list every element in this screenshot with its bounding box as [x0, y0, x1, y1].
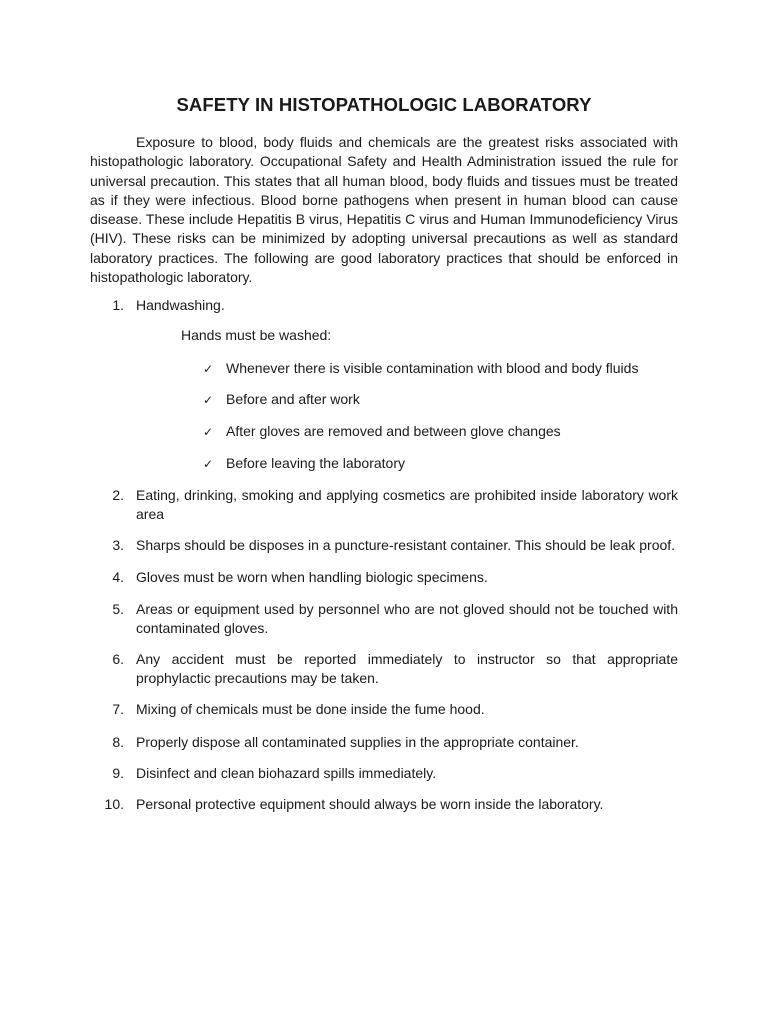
- checklist-item-text: Whenever there is visible contamination with blood and body fluids: [226, 360, 639, 376]
- list-item-text: Properly dispose all contaminated supplies in the appropriate container.: [136, 734, 579, 750]
- list-item-text: Any accident must be reported immediately to instructor so that appropriate prophylactic precautions may be taken.: [136, 651, 678, 687]
- checklist-item: [203, 390, 360, 410]
- list-item: [90, 764, 678, 783]
- document-title: SAFETY IN HISTOPATHOLOGIC LABORATORY: [176, 94, 592, 115]
- list-item: [90, 733, 678, 752]
- list-item: [90, 700, 678, 719]
- list-item-number: 4.: [112, 569, 124, 585]
- checkmark-icon: ✓: [203, 457, 214, 471]
- checklist-item-text: Before and after work: [226, 391, 360, 407]
- list-item-text: Personal protective equipment should always be worn inside the laboratory.: [136, 796, 604, 812]
- checklist-item: [203, 454, 405, 474]
- checkmark-icon: ✓: [203, 393, 214, 407]
- list-item: [90, 296, 678, 315]
- list-item: [90, 650, 678, 689]
- list-item-text: Handwashing.: [136, 297, 225, 313]
- intro-paragraph: Exposure to blood, body fluids and chemicals are the greatest risks associated with histopathologic laboratory. Occupational Safety and Health Administration issued the rule for universal precaution. This states that all human blood, body fluids and tissues must be treated as if they were infectious. Blood borne pathogens when present in human blood can cause disease. These include Hepatitis B virus, Hepatitis C virus and Human Immunodeficiency Virus (HIV). These risks can be minimized by adopting universal precautions as well as standard laboratory practices. The following are good laboratory practices that should be enforced in histopathologic laboratory.: [90, 134, 678, 286]
- list-item-number: 2.: [112, 487, 124, 503]
- checkmark-icon: ✓: [203, 362, 214, 376]
- list-item-number: 5.: [112, 601, 124, 617]
- list-item-number: 9.: [112, 765, 124, 781]
- list-item-text: Sharps should be disposes in a puncture-resistant container. This should be leak proof.: [136, 537, 676, 553]
- list-item-text: Gloves must be worn when handling biologic specimens.: [136, 569, 488, 585]
- checklist-item: [203, 359, 638, 379]
- handwashing-subheading: Hands must be washed:: [181, 327, 332, 343]
- list-item-number: 8.: [112, 734, 124, 750]
- list-item: [90, 795, 678, 814]
- list-item-text: Disinfect and clean biohazard spills immediately.: [136, 765, 437, 781]
- checklist-item: [203, 422, 561, 442]
- list-item-number: 10.: [104, 796, 124, 812]
- list-item-text: Mixing of chemicals must be done inside the fume hood.: [136, 701, 485, 717]
- list-item-number: 1.: [112, 297, 124, 313]
- list-item-number: 7.: [112, 701, 124, 717]
- list-item-text: Eating, drinking, smoking and applying cosmetics are prohibited inside laboratory work area: [136, 487, 678, 523]
- list-item-number: 6.: [112, 651, 124, 667]
- list-item: [90, 600, 678, 639]
- list-item-text: Areas or equipment used by personnel who are not gloved should not be touched with contaminated gloves.: [136, 601, 678, 637]
- checkmark-icon: ✓: [203, 425, 214, 439]
- list-item-number: 3.: [112, 537, 124, 553]
- checklist-item-text: Before leaving the laboratory: [226, 455, 405, 471]
- list-item: [90, 568, 678, 587]
- list-item: [90, 486, 678, 525]
- list-item: [90, 536, 678, 555]
- checklist-item-text: After gloves are removed and between glove changes: [226, 423, 561, 439]
